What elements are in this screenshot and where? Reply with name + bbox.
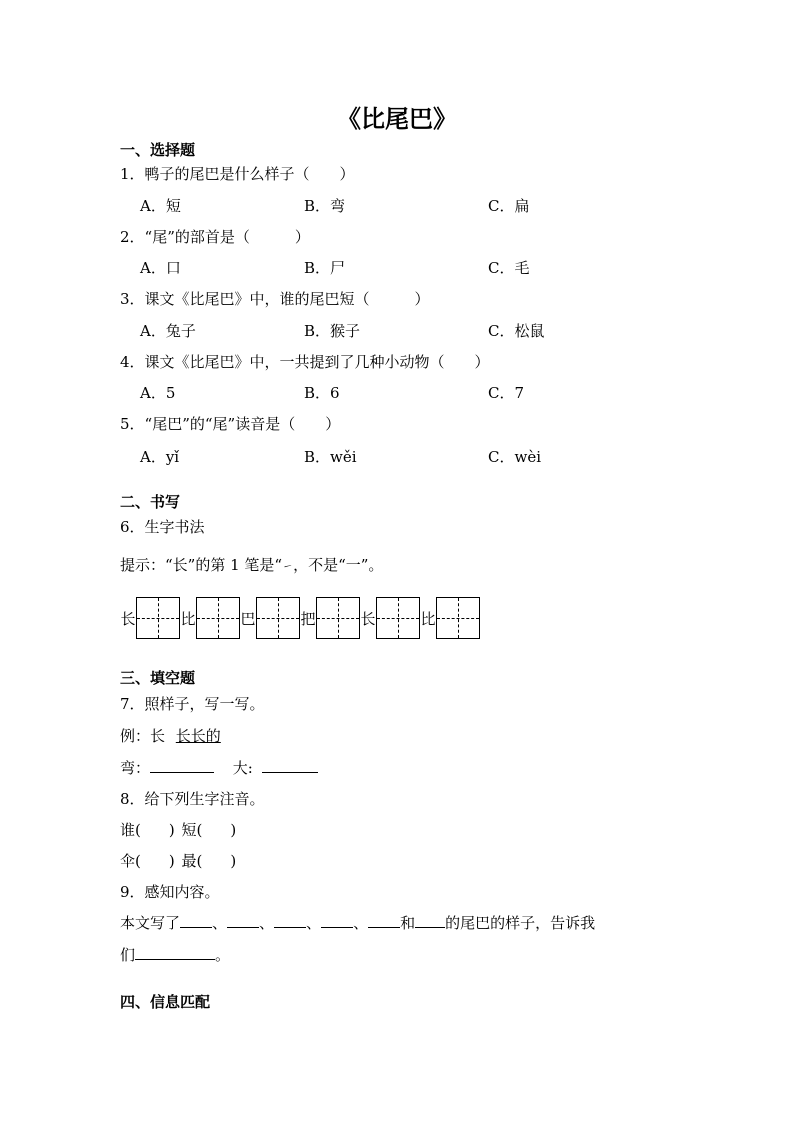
grid-char-2: 比 — [180, 609, 196, 628]
zui-open: 最( — [181, 852, 203, 870]
grid-char-1: 长 — [120, 609, 136, 628]
q9-he: 和 — [400, 914, 416, 932]
q9-text-start: 本文写了 — [120, 914, 181, 932]
grid-char-4: 把 — [300, 609, 316, 628]
q4-option-b: B．6 — [304, 384, 340, 402]
character-writing-grid — [120, 596, 480, 640]
question-2-stem: 2．“尾”的部首是（ ） — [120, 228, 310, 246]
section-heading-matching: 四、信息匹配 — [120, 993, 211, 1011]
question-4-stem: 4．课文《比尾巴》中，一共提到了几种小动物（ ） — [120, 353, 490, 371]
writing-hint — [120, 555, 383, 577]
q2-option-a: A．口 — [140, 259, 181, 277]
q9-men: 们 — [120, 946, 136, 964]
question-3-stem: 3．课文《比尾巴》中，谁的尾巴短（ ） — [120, 290, 430, 308]
q9-blank-5[interactable] — [368, 913, 400, 928]
grid-char-3: 巴 — [240, 609, 256, 628]
q9-sentence-line-1 — [120, 913, 595, 933]
pinyin-row-2 — [120, 851, 236, 871]
q2-option-c: C．毛 — [488, 259, 530, 277]
example-label: 例：长 — [120, 727, 166, 745]
q9-blank-4[interactable] — [321, 913, 353, 928]
q3-option-a: A．兔子 — [140, 322, 196, 340]
da-label: 大: — [232, 759, 253, 777]
hint-text-end: ，不是“一”。 — [293, 556, 384, 574]
q1-option-a: A．短 — [140, 197, 181, 215]
grid-char-6: 比 — [420, 609, 436, 628]
question-7-stem: 7．照样子，写一写。 — [120, 695, 265, 713]
q9-sep-4: 、 — [353, 914, 369, 932]
hint-stroke-glyph: ㇀ — [282, 560, 294, 573]
q7-answer-line — [120, 758, 318, 778]
q5-option-a: A．yǐ — [140, 448, 180, 466]
wan-label: 弯： — [120, 759, 151, 777]
pinyin-row-1 — [120, 820, 236, 840]
section-heading-choice: 一、选择题 — [120, 141, 196, 159]
q4-option-a: A．5 — [140, 384, 176, 402]
question-5-stem: 5．“尾巴”的“尾”读音是（ ） — [120, 415, 341, 433]
duan-open: 短( — [181, 821, 203, 839]
q4-option-c: C．7 — [488, 384, 525, 402]
q9-sep-1: 、 — [212, 914, 228, 932]
tianzige-box-2[interactable] — [196, 597, 240, 639]
question-8-stem: 8．给下列生字注音。 — [120, 790, 265, 808]
question-1-stem: 1．鸭子的尾巴是什么样子（ ） — [120, 165, 355, 183]
page-title: 《比尾巴》 — [337, 105, 457, 133]
q5-option-b: B．wěi — [304, 448, 357, 466]
q1-option-c: C．扁 — [488, 197, 530, 215]
tianzige-box-5[interactable] — [376, 597, 420, 639]
tianzige-box-1[interactable] — [136, 597, 180, 639]
q9-sentence-line-2 — [120, 945, 230, 965]
q3-option-b: B．猴子 — [304, 322, 361, 340]
da-blank[interactable] — [262, 758, 318, 773]
tianzige-box-3[interactable] — [256, 597, 300, 639]
q9-blank-3[interactable] — [274, 913, 306, 928]
wan-blank[interactable] — [150, 758, 214, 773]
grid-char-5: 长 — [360, 609, 376, 628]
q9-blank-6[interactable] — [415, 913, 445, 928]
q9-blank-7[interactable] — [135, 945, 215, 960]
q9-blank-2[interactable] — [227, 913, 259, 928]
section-heading-writing: 二、书写 — [120, 493, 181, 511]
q9-sep-3: 、 — [306, 914, 322, 932]
duan-close: ) — [230, 821, 237, 839]
q2-option-b: B．尸 — [304, 259, 346, 277]
hint-text-start: 提示：“长”的第 1 笔是“ — [120, 556, 283, 574]
q9-period: 。 — [215, 946, 231, 964]
tianzige-box-4[interactable] — [316, 597, 360, 639]
san-close: ) — [168, 852, 175, 870]
shui-open: 谁( — [120, 821, 141, 839]
q9-sep-2: 、 — [259, 914, 275, 932]
q3-option-c: C．松鼠 — [488, 322, 545, 340]
example-answer: 长长的 — [175, 727, 221, 745]
san-open: 伞( — [120, 852, 141, 870]
q9-blank-1[interactable] — [180, 913, 212, 928]
q1-option-b: B．弯 — [304, 197, 346, 215]
zui-close: ) — [230, 852, 237, 870]
example-line — [120, 726, 221, 746]
section-heading-fill: 三、填空题 — [120, 669, 196, 687]
q9-text-mid: 的尾巴的样子，告诉我 — [445, 914, 596, 932]
shui-close: ) — [168, 821, 175, 839]
question-6-stem: 6．生字书法 — [120, 518, 205, 536]
question-9-stem: 9．感知内容。 — [120, 883, 220, 901]
q5-option-c: C．wèi — [488, 448, 541, 466]
tianzige-box-6[interactable] — [436, 597, 480, 639]
